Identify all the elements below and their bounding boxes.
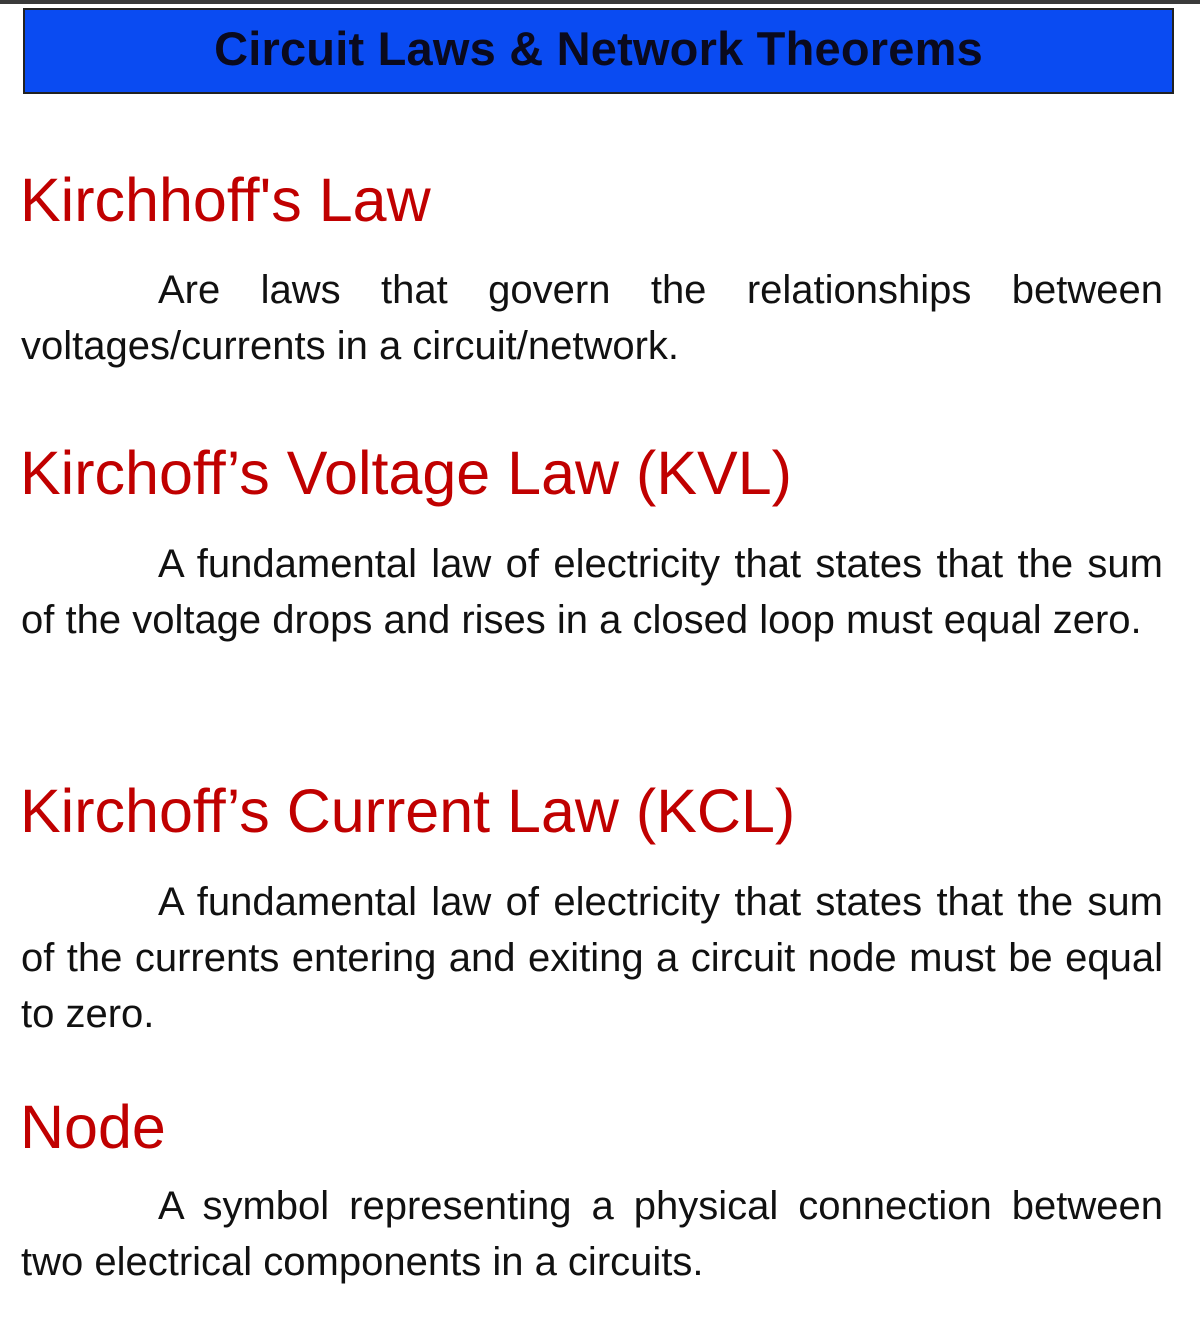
heading-kirchhoffs-law: Kirchhoff's Law (20, 166, 431, 234)
heading-node: Node (20, 1093, 166, 1161)
body-kvl: A fundamental law of electricity that states that the sum of the voltage drops and rises in a closed loop must equal zero. (21, 542, 1163, 642)
body-kcl: A fundamental law of electricity that states that the sum of the currents entering and exiting a circuit node must be equal to zero. (21, 880, 1163, 1036)
heading-kvl: Kirchoff’s Voltage Law (KVL) (20, 439, 792, 507)
body-kirchhoffs-law: Are laws that govern the relationships between voltages/currents in a circuit/network. (21, 268, 1163, 368)
heading-kcl: Kirchoff’s Current Law (KCL) (20, 777, 796, 845)
body-node: A symbol representing a physical connection between two electrical components in a circuits. (21, 1184, 1163, 1284)
title-banner (23, 8, 1174, 94)
top-rule (0, 0, 1200, 4)
page-title: Circuit Laws & Network Theorems (214, 21, 983, 75)
